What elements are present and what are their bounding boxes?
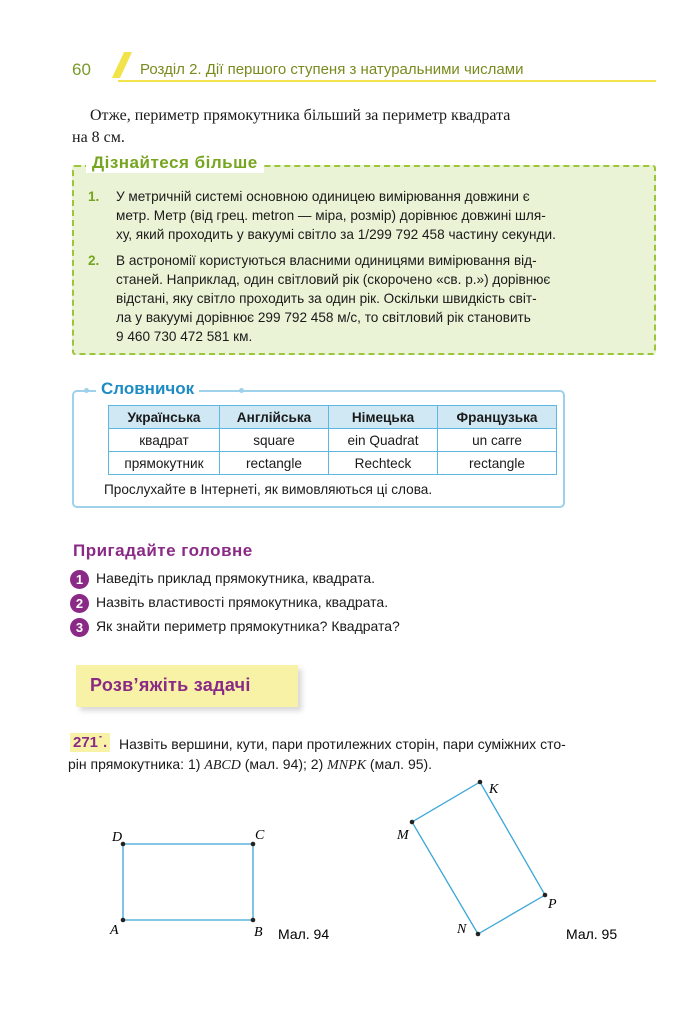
vertex-label-k: K xyxy=(489,782,499,797)
vertex-label-c: C xyxy=(255,828,265,843)
rect-name-abcd: ABCD xyxy=(204,758,241,773)
vertex-dot xyxy=(121,918,126,923)
table-cell: ein Quadrat xyxy=(329,429,438,452)
learn-item-line: ла у вакуумі дорівнює 299 792 458 м/с, то світловий рік становить xyxy=(116,310,531,325)
table-row xyxy=(109,429,557,452)
vertex-dot xyxy=(476,932,481,937)
vertex-dot xyxy=(251,918,256,923)
page-number: 60 xyxy=(72,60,91,79)
vertex-label-a: A xyxy=(110,923,119,938)
rectangle-abcd xyxy=(123,844,253,920)
learn-item-line: ху, який проходить у вакуумі світло за 1/299 792 458 частину секунди. xyxy=(116,227,556,242)
remember-item-3 xyxy=(70,618,400,637)
dictionary-header-cell: Німецька xyxy=(329,406,438,429)
dictionary-table xyxy=(108,405,557,475)
vertex-label-m: M xyxy=(397,828,409,843)
dictionary-header-cell: Українська xyxy=(109,406,220,429)
learn-more-item-1 xyxy=(88,187,638,244)
remember-item-text: Назвіть властивості прямокутника, квадрата. xyxy=(96,594,389,611)
learn-more-title: Дізнайтеся більше xyxy=(86,153,264,173)
learn-item-line: станей. Наприклад, один світловий рік (скорочено «св. р.») дорівнює xyxy=(116,272,551,287)
vertex-label-d: D xyxy=(112,830,123,845)
task-line-1: Назвіть вершини, кути, пари протилежних сторін, пари суміжних сто- xyxy=(119,736,566,752)
vertex-label-p: P xyxy=(548,897,557,912)
figure-95 xyxy=(396,780,617,942)
section-title: Розділ 2. Дії першого ступеня з натуральними числами xyxy=(140,61,524,78)
intro-paragraph xyxy=(72,105,655,149)
solve-title: Розв’яжіть задачі xyxy=(90,675,251,695)
intro-line-2: на 8 см. xyxy=(72,129,125,146)
table-cell: rectangle xyxy=(438,452,557,475)
table-row xyxy=(109,452,557,475)
remember-title: Пригадайте головне xyxy=(73,541,253,560)
task-number: 271˙. xyxy=(70,733,110,752)
vertex-dot xyxy=(478,780,483,785)
learn-item-number: 1. xyxy=(88,189,100,204)
vertex-label-b: B xyxy=(254,925,263,940)
learn-item-line: 9 460 730 472 581 км. xyxy=(116,329,253,344)
number-badge: 3 xyxy=(70,618,89,637)
number-badge: 2 xyxy=(70,594,89,613)
rectangle-mnpk xyxy=(412,782,545,934)
dictionary-dot-left xyxy=(84,388,89,393)
figure-95-caption: Мал. 95 xyxy=(566,926,618,942)
learn-item-line: В астрономії користуються власними одиницями вимірювання від- xyxy=(116,253,537,268)
figure-94-caption: Мал. 94 xyxy=(278,926,330,942)
intro-line-1: Отже, периметр прямокутника більший за периметр квадрата xyxy=(90,107,511,124)
table-cell: rectangle xyxy=(220,452,329,475)
task-text-part: (мал. 95). xyxy=(366,756,433,772)
table-cell: un carre xyxy=(438,429,557,452)
dictionary-note: Прослухайте в Інтернеті, як вимовляються ці слова. xyxy=(104,482,433,497)
rect-name-mnpk: MNPK xyxy=(327,758,367,773)
learn-item-line: метр. Метр (від грец. metron — міра, розмір) дорівнює довжині шля- xyxy=(116,208,546,223)
figures xyxy=(0,770,690,970)
learn-item-line: відстані, яку світло проходить за один рік. Оскільки швидкість світ- xyxy=(116,291,537,306)
header-rule xyxy=(118,80,656,82)
vertex-label-n: N xyxy=(457,922,467,937)
dictionary-header-cell: Англійська xyxy=(220,406,329,429)
table-cell: square xyxy=(220,429,329,452)
table-cell: Rechteck xyxy=(329,452,438,475)
dictionary-title: Словничок xyxy=(96,379,199,399)
vertex-dot xyxy=(543,893,548,898)
table-cell: прямокутник xyxy=(109,452,220,475)
remember-item-1 xyxy=(70,570,375,589)
remember-item-text: Наведіть приклад прямокутника, квадрата. xyxy=(96,570,376,587)
figure-94 xyxy=(109,828,329,942)
learn-item-number: 2. xyxy=(88,253,100,268)
number-badge: 1 xyxy=(70,570,89,589)
dictionary-dot-right xyxy=(239,388,244,393)
remember-item-text: Як знайти периметр прямокутника? Квадрата? xyxy=(96,618,400,635)
vertex-dot xyxy=(410,820,415,825)
task-text-part: (мал. 94); 2) xyxy=(240,756,328,772)
task-text-part: рін прямокутника: 1) xyxy=(68,756,205,772)
remember-item-2 xyxy=(70,594,388,613)
dictionary-header-cell: Французька xyxy=(438,406,557,429)
learn-item-line: У метричній системі основною одиницею вимірювання довжини є xyxy=(116,189,530,204)
header-slash-decoration xyxy=(112,52,132,78)
table-cell: квадрат xyxy=(109,429,220,452)
dictionary-header-row xyxy=(109,406,557,429)
learn-more-item-2 xyxy=(88,251,638,346)
